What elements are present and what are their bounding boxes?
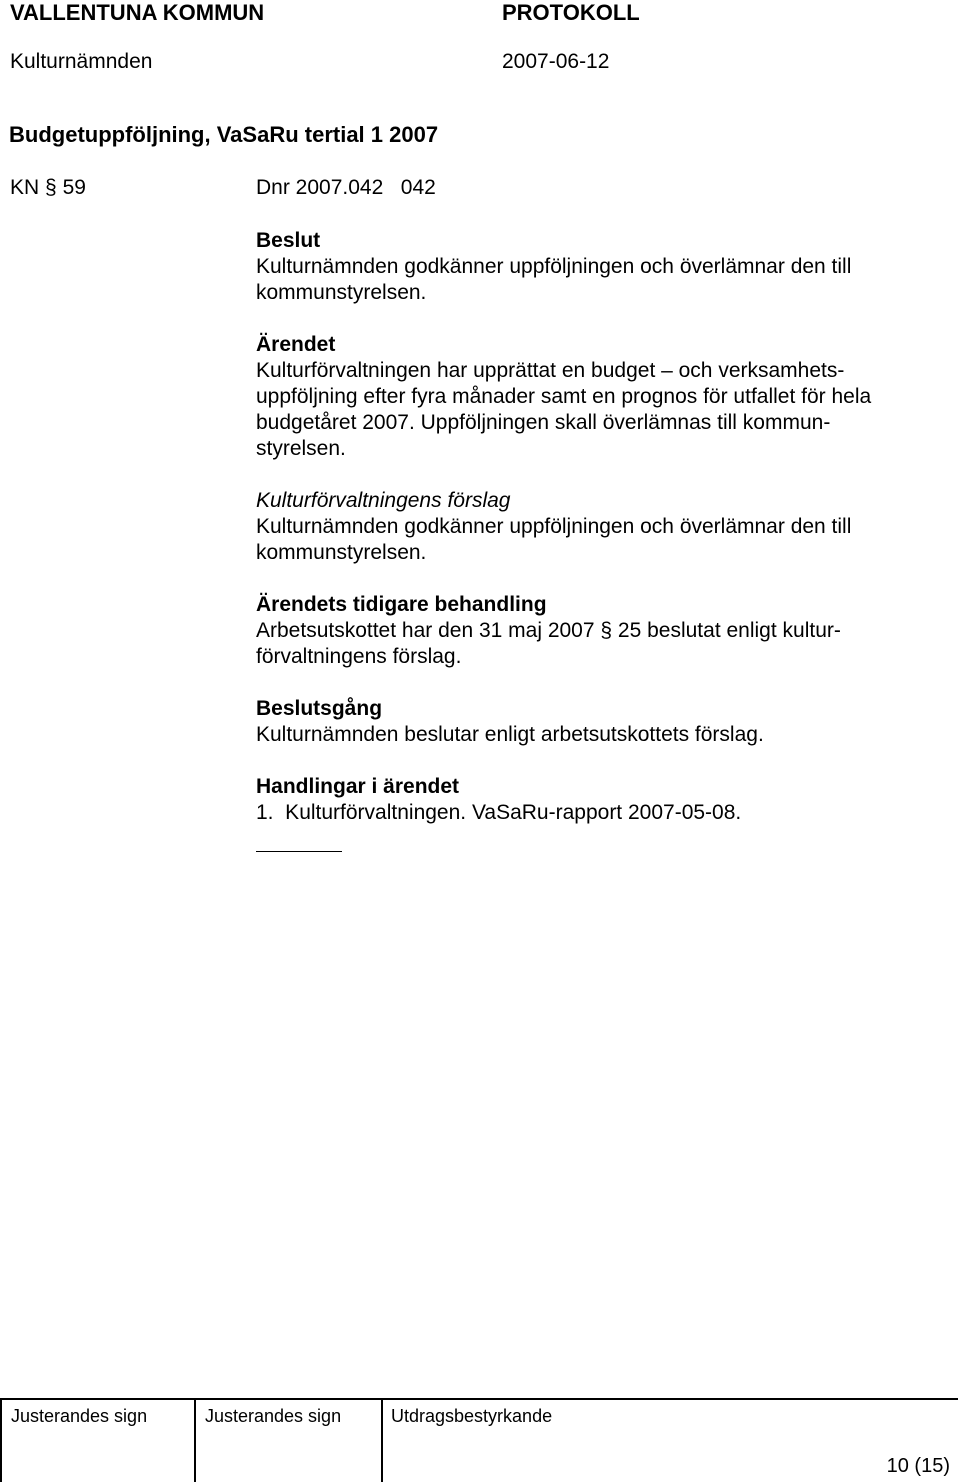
extract-label: Utdragsbestyrkande <box>391 1406 553 1426</box>
paragraph-sign: § <box>45 176 57 199</box>
forslag-text: Kulturnämnden godkänner uppföljningen och överlämnar den till kommunstyrelsen. <box>256 515 852 564</box>
committee-name: Kulturnämnden <box>10 50 153 73</box>
sign-cell-2 <box>194 1400 342 1482</box>
kn-reference <box>10 176 86 200</box>
signature-table <box>0 1398 958 1482</box>
page-number: 10 (15) <box>886 1455 950 1477</box>
handlingar-heading: Handlingar i ärendet <box>256 775 460 798</box>
protocol-body <box>256 228 936 826</box>
arendet-line: uppföljning efter fyra månader samt en prognos för utfallet för hela <box>256 385 872 408</box>
arendet-line: Kulturförvaltningen har upprättat en budget – och verksamhets- <box>256 359 845 382</box>
beslut-heading: Beslut <box>256 229 321 252</box>
tidigare-line <box>256 618 936 644</box>
page-title: Budgetuppföljning, VaSaRu tertial 1 2007 <box>9 122 439 147</box>
org-name: VALLENTUNA KOMMUN <box>10 0 265 25</box>
kn-prefix: KN <box>10 176 40 199</box>
doc-type: PROTOKOLL <box>502 0 640 25</box>
beslut-text: Kulturnämnden godkänner uppföljningen och överlämnar den till kommunstyrelsen. <box>256 255 852 304</box>
extract-cell <box>381 1400 553 1482</box>
arendet-heading: Ärendet <box>256 333 336 356</box>
tidigare-text-post: 25 beslutat enligt kultur- <box>612 619 841 642</box>
tidigare-text-pre: Arbetsutskottet har den 31 maj 2007 <box>256 619 601 642</box>
kn-number: 59 <box>62 176 86 199</box>
tidigare-heading: Ärendets tidigare behandling <box>256 593 547 616</box>
arendet-line: budgetåret 2007. Uppföljningen skall överlämnas till kommun- <box>256 411 831 434</box>
forslag-heading: Kulturförvaltningens förslag <box>256 489 511 512</box>
sign-label-2: Justerandes sign <box>205 1406 342 1426</box>
meeting-date: 2007-06-12 <box>502 50 610 73</box>
beslutsgang-heading: Beslutsgång <box>256 697 383 720</box>
arendet-line: styrelsen. <box>256 437 346 460</box>
tidigare-line: förvaltningens förslag. <box>256 645 462 668</box>
handlingar-item: 1. Kulturförvaltningen. VaSaRu-rapport 2007-05-08. <box>256 801 742 824</box>
beslutsgang-text: Kulturnämnden beslutar enligt arbetsutskottets förslag. <box>256 723 764 746</box>
sign-label-1: Justerandes sign <box>11 1406 148 1426</box>
sign-cell-1 <box>0 1400 148 1482</box>
paragraph-sign: § <box>600 619 613 642</box>
end-rule <box>256 851 342 852</box>
dnr-reference: Dnr 2007.042 042 <box>256 176 436 199</box>
